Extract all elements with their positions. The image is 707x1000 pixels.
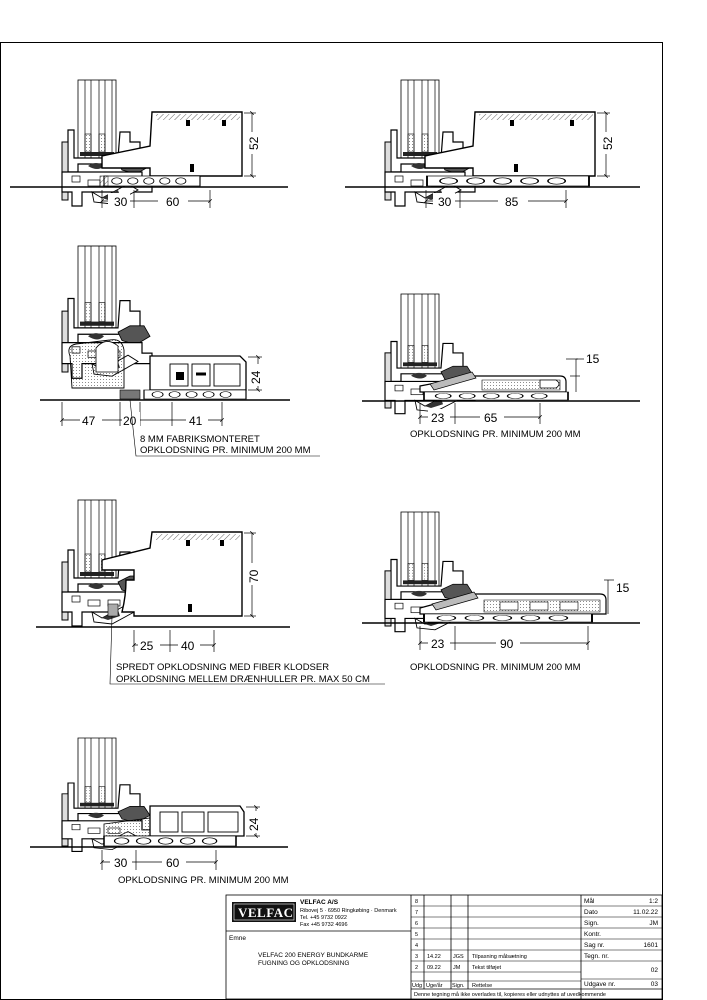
note-d5-1: SPREDT OPKLODSNING MED FIBER KLODSER xyxy=(116,662,330,673)
note-d3-1: 8 MM FABRIKSMONTERET xyxy=(140,434,260,445)
company-name: VELFAC A/S xyxy=(300,899,339,906)
subject-line-2: FUGNING OG OPKLODSNING xyxy=(258,960,350,967)
dim-d2-h: 52 xyxy=(601,136,615,150)
svg-text:JM: JM xyxy=(649,920,658,927)
note-d6-1: OPKLODSNING PR. MINIMUM 200 MM xyxy=(410,662,581,673)
svg-text:11.02.22: 11.02.22 xyxy=(633,909,658,916)
detail-5 xyxy=(36,500,385,685)
svg-text:Udgave nr.: Udgave nr. xyxy=(584,981,616,988)
dim-d2-a: 30 xyxy=(438,195,452,209)
info-table xyxy=(584,897,658,988)
detail-7 xyxy=(30,738,289,886)
svg-text:4: 4 xyxy=(415,943,419,949)
dim-d1-b: 60 xyxy=(166,195,180,209)
dim-d5-b: 40 xyxy=(181,639,195,653)
svg-text:1601: 1601 xyxy=(643,942,658,949)
svg-text:Tilpasning målsætning: Tilpasning målsætning xyxy=(472,954,527,960)
dim-d4-a: 23 xyxy=(431,411,445,425)
note-d7-1: OPKLODSNING PR. MINIMUM 200 MM xyxy=(118,875,289,886)
company-fax: Fax +45 9732 4696 xyxy=(300,922,348,928)
dim-d7-a: 30 xyxy=(114,856,128,870)
svg-text:5: 5 xyxy=(415,932,419,938)
company-tel: Tel. +45 9732 0922 xyxy=(300,915,347,921)
svg-text:Rettelse: Rettelse xyxy=(472,983,493,989)
dim-d4-b: 65 xyxy=(484,411,498,425)
svg-text:Tegn. nr.: Tegn. nr. xyxy=(584,953,609,960)
dim-d7-b: 60 xyxy=(166,856,180,870)
svg-text:02: 02 xyxy=(650,967,658,974)
dim-d2-b: 85 xyxy=(505,195,519,209)
svg-text:Uge/år: Uge/år xyxy=(426,983,443,989)
svg-text:09.22: 09.22 xyxy=(427,965,441,971)
svg-text:03: 03 xyxy=(650,981,658,988)
svg-text:JGS: JGS xyxy=(453,954,464,960)
dim-d5-a: 25 xyxy=(140,639,154,653)
dim-d3-a: 47 xyxy=(82,414,96,428)
note-d3-2: OPKLODSNING PR. MINIMUM 200 MM xyxy=(140,445,311,456)
title-block-grid xyxy=(411,906,662,981)
svg-text:3: 3 xyxy=(415,954,419,960)
revision-table xyxy=(412,899,527,989)
dim-d6-a: 23 xyxy=(431,637,445,651)
detail-6 xyxy=(362,512,640,673)
dim-d4-h: 15 xyxy=(586,352,600,366)
svg-text:Dato: Dato xyxy=(584,909,598,916)
dim-d7-h: 24 xyxy=(247,817,261,831)
svg-text:7: 7 xyxy=(415,910,419,916)
svg-text:Udg: Udg xyxy=(412,983,423,989)
svg-text:1:2: 1:2 xyxy=(648,898,658,905)
svg-text:JM: JM xyxy=(453,965,461,971)
dim-d6-b: 90 xyxy=(500,637,514,651)
note-d4-1: OPKLODSNING PR. MINIMUM 200 MM xyxy=(410,429,581,440)
dim-d1-h: 52 xyxy=(247,136,261,150)
dim-d3-b: 20 xyxy=(123,414,137,428)
svg-text:Sag nr.: Sag nr. xyxy=(584,942,605,949)
detail-4 xyxy=(362,294,640,440)
svg-text:8: 8 xyxy=(415,899,419,905)
dim-d3-c: 41 xyxy=(189,414,203,428)
svg-text:Tekst tilføjet: Tekst tilføjet xyxy=(472,965,502,971)
svg-text:14.22: 14.22 xyxy=(427,954,441,960)
note-d5-2: OPKLODSNING MELLEM DRÆNHULLER PR. MAX 50 CM xyxy=(116,674,370,685)
emne-label: Emne xyxy=(229,935,246,942)
company-address: Ribovej 5 · 6950 Ringkøbing · Denmark xyxy=(300,908,397,914)
dim-d5-h: 70 xyxy=(247,569,261,583)
svg-text:Sign.: Sign. xyxy=(452,983,465,989)
svg-text:Kontr.: Kontr. xyxy=(584,931,601,938)
svg-text:2: 2 xyxy=(415,965,419,971)
svg-text:6: 6 xyxy=(415,921,419,927)
dim-d3-h: 24 xyxy=(249,370,263,384)
detail-2 xyxy=(345,80,640,209)
svg-text:Mål: Mål xyxy=(584,898,595,905)
subject-line-1: VELFAC 200 ENERGY BUNDKARME xyxy=(258,952,369,959)
dim-d6-h: 15 xyxy=(616,581,630,595)
logo-text: VELFAC xyxy=(238,905,294,920)
detail-1 xyxy=(10,80,288,209)
dim-d1-a: 30 xyxy=(114,195,128,209)
detail-3 xyxy=(40,246,320,456)
svg-text:Sign.: Sign. xyxy=(584,920,599,927)
copyright-footer: Denne tegning må ikke overlades til, kopieres eller udnyttes af uvedkommende xyxy=(414,992,606,998)
